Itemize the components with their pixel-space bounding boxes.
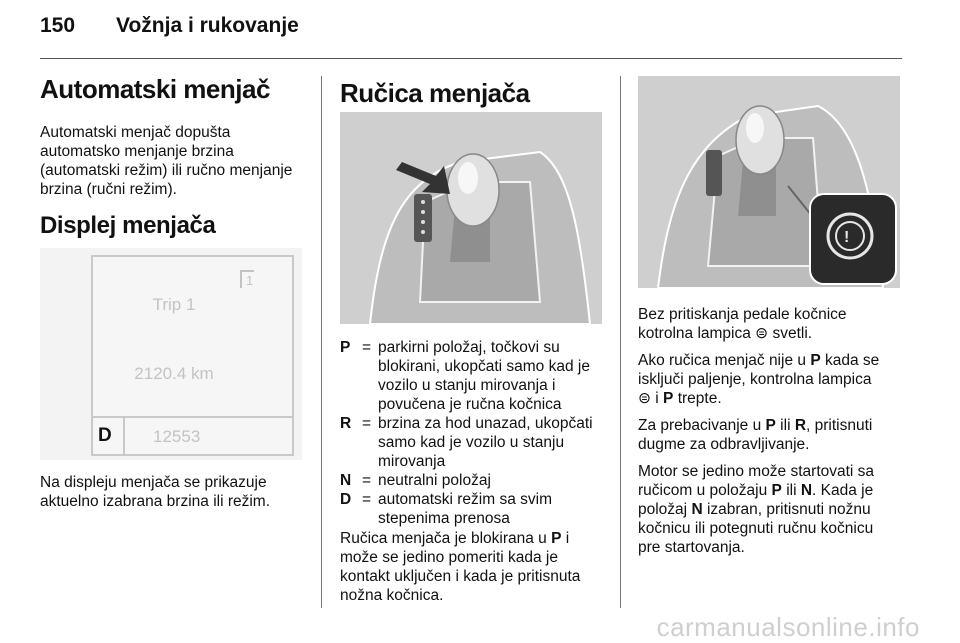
gear-eq: = bbox=[362, 415, 372, 432]
paragraph-ignition-off: Ako ručica menjač nije u P kada se isključi paljenje, kontrolna lampica ⊜ i P trepte. bbox=[638, 352, 880, 407]
display-separator-vertical bbox=[123, 418, 125, 454]
gear-row-n bbox=[340, 471, 604, 490]
display-corner-icon: 1 bbox=[240, 270, 254, 288]
gear-description: automatski režim sa svim stepenima prenosa bbox=[378, 491, 552, 527]
display-odometer: 12553 bbox=[153, 427, 201, 446]
running-header: Vožnja i rukovanje bbox=[116, 14, 299, 37]
column-divider-2 bbox=[620, 76, 621, 608]
gear-key: N bbox=[340, 472, 352, 489]
brake-lamp-illustration bbox=[638, 76, 900, 288]
display-trip-distance: 2120.4 km bbox=[134, 364, 214, 383]
paragraph-unlock-button: Za prebacivanje u P ili R, pritisnuti dugme za odbravljivanje. bbox=[638, 417, 873, 453]
intro-line: Automatski menjač dopušta bbox=[40, 124, 231, 141]
watermark: carmanualsonline.info bbox=[656, 612, 920, 642]
display-frame bbox=[91, 255, 294, 456]
gear-description: brzina za hod unazad, ukopčati samo kad je vozilo u stanju mirovanja bbox=[378, 415, 593, 470]
caption-line: aktuelno izabrana brzina ili režim. bbox=[40, 493, 271, 510]
intro-paragraph bbox=[40, 123, 310, 199]
section-title-automatic-transmission: Automatski menjač bbox=[40, 74, 270, 104]
paragraph-line: Ručica menjača je blokirana u P i bbox=[340, 530, 570, 547]
gear-eq: = bbox=[362, 491, 372, 508]
right-column-text bbox=[638, 305, 900, 565]
gear-lever-drawing bbox=[340, 112, 602, 324]
intro-line: (automatski režim) ili ručno menjanje bbox=[40, 162, 293, 179]
paragraph-engine-start: Motor se jedino može startovati sa ručicom u položaju P ili N. Kada je položaj N izabran, pritisnuti nožnu kočnicu ili potegnuti ručnu kočnicu pre startovanja. bbox=[638, 463, 875, 556]
svg-text:!: ! bbox=[844, 229, 850, 246]
caption-line: Na displeju menjača se prikazuje bbox=[40, 474, 267, 491]
gear-key: D bbox=[340, 491, 352, 508]
transmission-display-illustration bbox=[40, 248, 302, 460]
gear-lever-paragraph bbox=[340, 529, 610, 605]
gear-lever-illustration bbox=[340, 112, 602, 324]
gear-eq: = bbox=[362, 339, 372, 356]
display-gear-indicator: D bbox=[98, 425, 112, 446]
header-rule bbox=[40, 58, 902, 59]
page-number: 150 bbox=[40, 14, 76, 37]
gear-eq: = bbox=[362, 472, 372, 489]
gear-row-d bbox=[340, 490, 604, 528]
gear-key: R bbox=[340, 415, 352, 432]
gear-description: parkirni položaj, točkovi su blokirani, ukopčati samo kad je vozilo u stanju mirovanja i povučena je ručna kočnica bbox=[378, 339, 590, 413]
paragraph-brake-lamp: Bez pritiskanja pedale kočnice kotrolna lampica ⊜ svetli. bbox=[638, 306, 847, 342]
paragraph-line: može se jedino pomeriti kada je bbox=[340, 549, 558, 566]
intro-line: brzina (ručni režim). bbox=[40, 181, 177, 198]
section-title-display: Displej menjača bbox=[40, 212, 216, 239]
section-title-gear-lever: Ručica menjača bbox=[340, 78, 530, 108]
gear-position-list bbox=[340, 338, 604, 528]
display-caption bbox=[40, 473, 310, 511]
gear-row-r bbox=[340, 414, 604, 471]
intro-line: automatsko menjanje brzina bbox=[40, 143, 234, 160]
column-divider-1 bbox=[321, 76, 322, 608]
gear-key: P bbox=[340, 339, 351, 356]
gear-row-p bbox=[340, 338, 604, 414]
display-trip-label: Trip 1 bbox=[152, 295, 196, 314]
paragraph-line: nožna kočnica. bbox=[340, 587, 444, 604]
paragraph-line: kontakt uključen i kada je pritisnuta bbox=[340, 568, 581, 585]
gear-description: neutralni položaj bbox=[378, 472, 491, 489]
brake-lamp-drawing bbox=[638, 76, 900, 288]
